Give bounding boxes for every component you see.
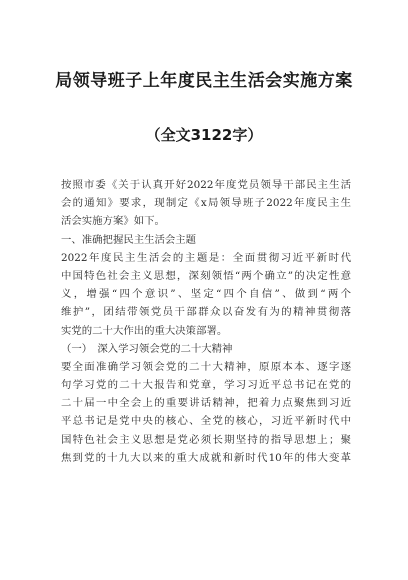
document-title: 局领导班子上年度民主生活会实施方案 (55, 71, 353, 91)
body-line: （一） 深入学习领会党的二十大精神 (61, 342, 233, 355)
body-line: 维护”，团结带领党员干部群众以奋发有为的精神贯彻落 (61, 306, 351, 319)
body-line: 国特色社会主义思想是党必须长期坚持的指导思想上；聚 (61, 433, 351, 446)
body-line: 义，增强“四个意识”、坚定“四个自信”、做到“两个 (61, 288, 351, 301)
body-line: 按照市委《关于认真开好2022年度党员领导干部民主生活 (61, 179, 351, 191)
body-line: 焦到党的十九大以来的重大成就和新时代10年的伟大变革 (61, 451, 351, 464)
body-line: 要全面准确学习领会党的二十大精神，原原本本、逐字逐 (61, 360, 351, 373)
body-line: 实党的二十大作出的重大决策部署。 (61, 324, 228, 337)
body-line: 2022年度民主生活会的主题是：全面贯彻习近平新时代 (61, 251, 351, 264)
body-line: 二十届一中全会上的重要讲话精神，把着力点聚焦到习近 (61, 397, 351, 410)
document-body (61, 176, 351, 467)
body-line: 一、准确把握民主生活会主题 (61, 233, 197, 246)
body-line: 平总书记是党中央的核心、全党的核心，习近平新时代中 (61, 415, 351, 428)
document-subtitle: （全文3122字） (145, 126, 263, 144)
body-line: 活会实施方案》如下。 (61, 215, 165, 228)
body-line: 句学习党的二十大报告和党章，学习习近平总书记在党的 (61, 379, 351, 392)
body-line: 会的通知》要求，现制定《x局领导班子2022年度民主生 (61, 197, 351, 210)
body-line: 中国特色社会主义思想，深刻领悟“两个确立”的决定性意 (61, 269, 351, 282)
